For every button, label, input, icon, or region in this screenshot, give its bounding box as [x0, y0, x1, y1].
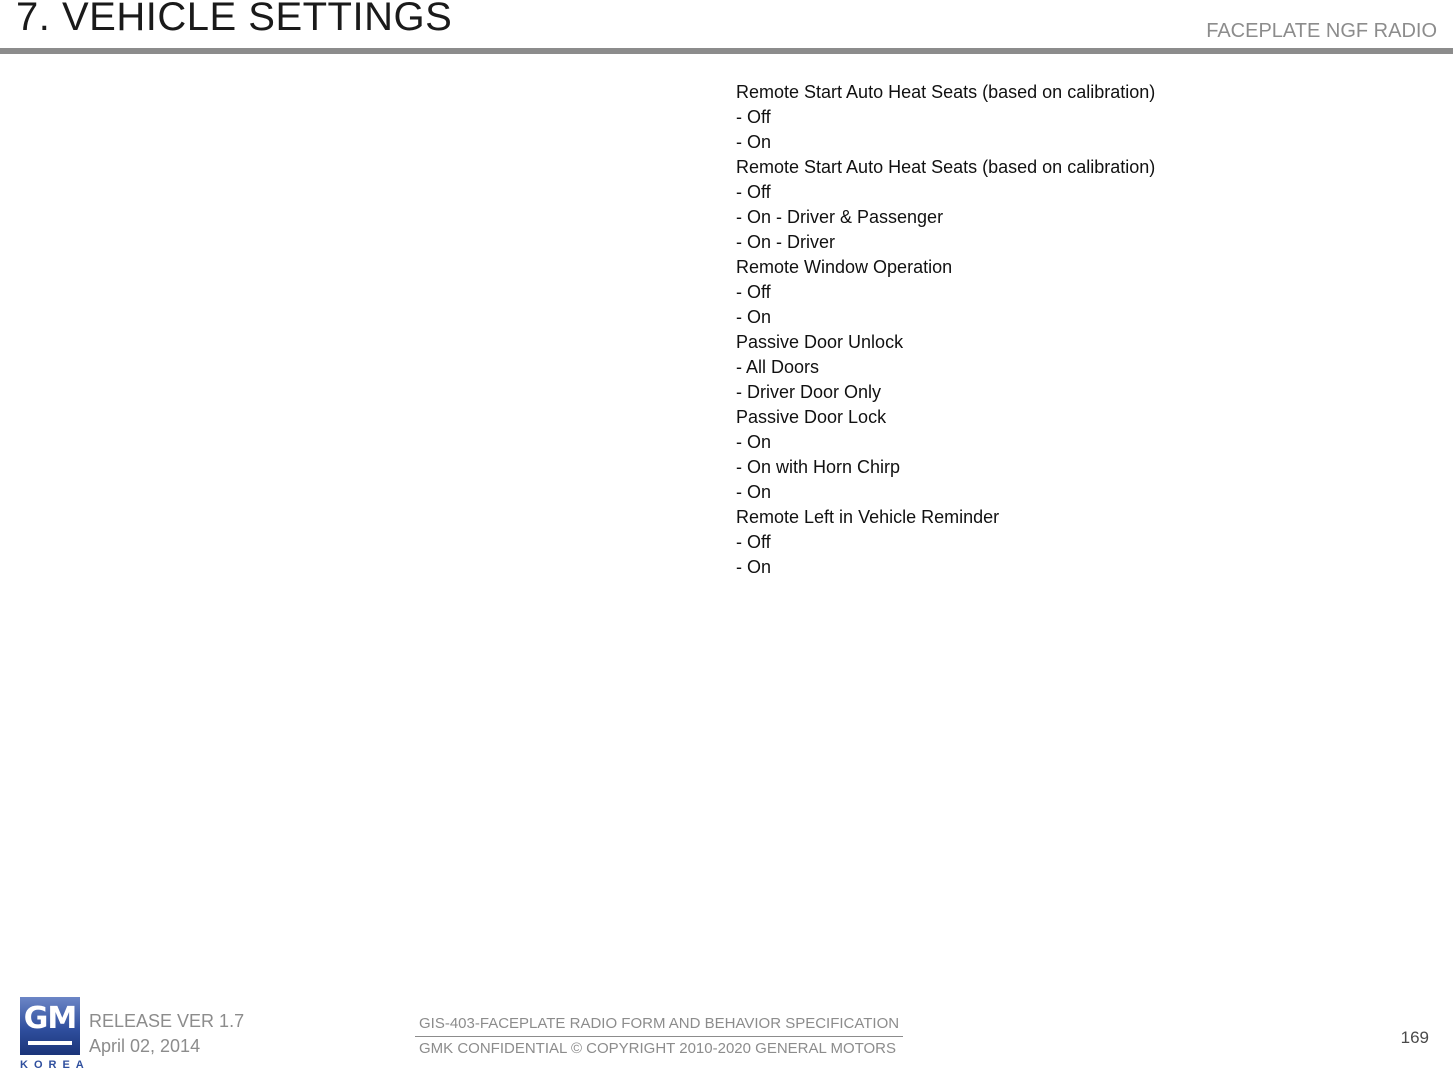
vehicle-settings-list: [736, 80, 1155, 580]
setting-heading: Passive Door Unlock: [736, 332, 904, 352]
setting-option: - On - Driver: [736, 232, 835, 252]
page-number: 169: [1400, 1028, 1429, 1047]
setting-heading: Remote Start Auto Heat Seats (based on calibration): [736, 82, 1156, 102]
gm-logo-badge: [20, 997, 80, 1055]
setting-option: - Off: [736, 532, 771, 552]
setting-heading: Remote Window Operation: [736, 257, 953, 277]
release-version: RELEASE VER 1.7: [89, 1011, 245, 1031]
release-info: [89, 1009, 244, 1059]
setting-option: - Off: [736, 282, 771, 302]
gm-logo-text: GM: [23, 1001, 77, 1036]
confidential-notice: GMK CONFIDENTIAL © COPYRIGHT 2010-2020 GENERAL MOTORS: [419, 1040, 897, 1057]
product-name: FACEPLATE NGF RADIO: [1206, 20, 1437, 42]
release-date: April 02, 2014: [89, 1036, 201, 1056]
setting-option: - All Doors: [736, 357, 820, 377]
setting-heading: Passive Door Lock: [736, 407, 887, 427]
gm-logo-subtext: KOREA: [20, 1059, 90, 1071]
spec-title: GIS-403-FACEPLATE RADIO FORM AND BEHAVIOR SPECIFICATION: [415, 1013, 903, 1037]
page-title: 7. VEHICLE SETTINGS: [16, 0, 453, 39]
setting-option: - On with Horn Chirp: [736, 457, 901, 477]
setting-option: - Off: [736, 107, 771, 127]
spec-info: [415, 1013, 903, 1059]
setting-option: - Off: [736, 182, 771, 202]
setting-option: - On: [736, 432, 772, 452]
setting-heading: Remote Start Auto Heat Seats (based on calibration): [736, 157, 1156, 177]
setting-option: - On - Driver & Passenger: [736, 207, 944, 227]
setting-option: - Driver Door Only: [736, 382, 882, 402]
gm-korea-logo: [20, 997, 90, 1073]
setting-option: - On: [736, 557, 772, 577]
setting-option: - On: [736, 132, 772, 152]
gm-logo-underline: [28, 1041, 72, 1045]
header-divider: [0, 48, 1453, 54]
setting-option: - On: [736, 307, 772, 327]
setting-heading: Remote Left in Vehicle Reminder: [736, 507, 1000, 527]
setting-option: - On: [736, 482, 772, 502]
